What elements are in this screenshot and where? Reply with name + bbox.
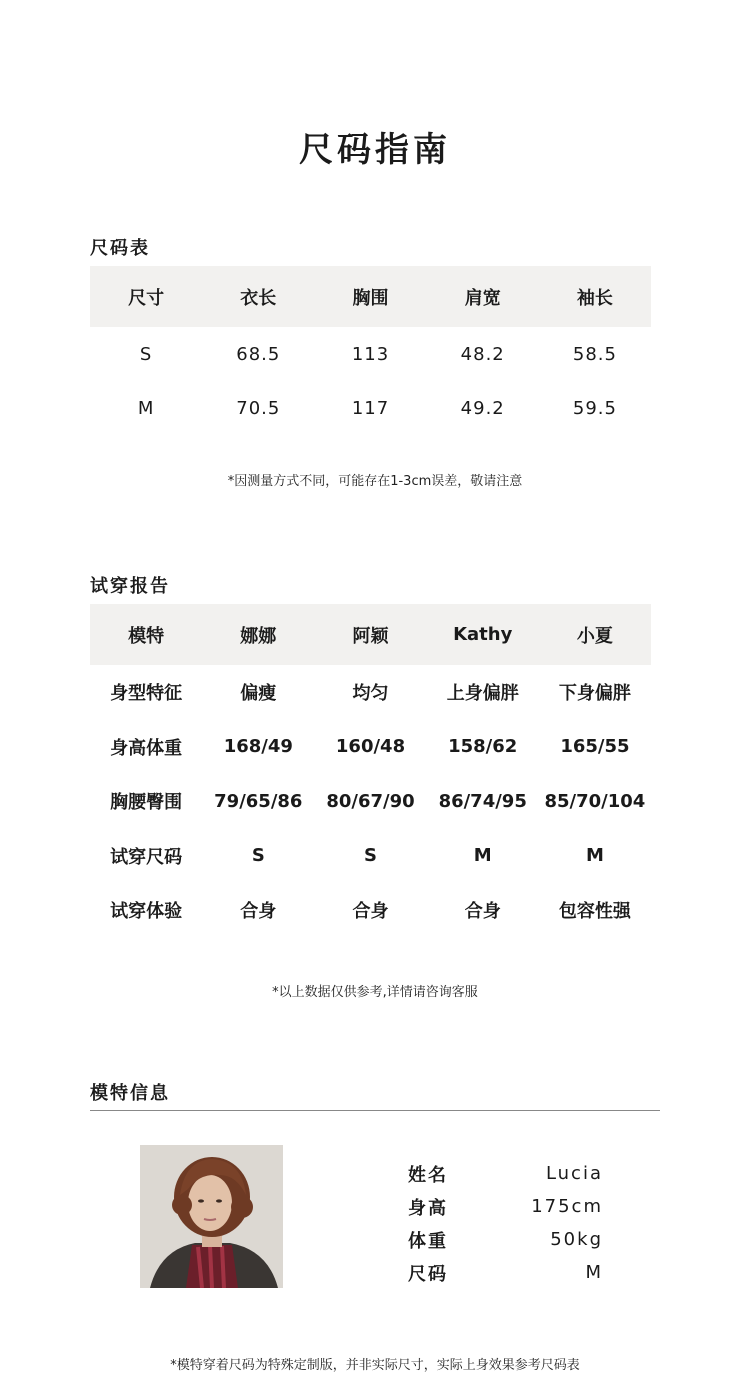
table-cell: 包容性强 (558, 901, 631, 923)
table-row (90, 883, 651, 938)
table-row (90, 774, 651, 829)
table-cell: 168/49 (223, 736, 293, 758)
table-cell: 113 (351, 343, 390, 365)
model-photo (140, 1145, 283, 1288)
table-cell: 59.5 (572, 397, 617, 419)
table-cell: 合身 (352, 901, 389, 923)
model-field-name (408, 1157, 603, 1190)
model-field-height (408, 1190, 603, 1223)
table-cell: S (251, 845, 265, 867)
table-cell: S (139, 343, 153, 365)
table-cell: 合身 (464, 901, 501, 923)
table-cell: 试穿尺码 (110, 846, 183, 868)
table-cell: 85/70/104 (544, 790, 646, 812)
table-cell: 160/48 (335, 736, 406, 758)
header-cell: 胸围 (352, 287, 389, 309)
table-cell: M (137, 397, 155, 419)
header-cell: 模特 (128, 625, 165, 647)
field-label: 体重 (408, 1230, 448, 1252)
table-cell: 68.5 (236, 343, 281, 365)
fit-report-header-row (90, 604, 651, 665)
table-cell: 身高体重 (110, 737, 183, 759)
table-cell: 58.5 (572, 343, 617, 365)
model-info-title: 模特信息 (90, 1083, 170, 1104)
table-cell: 86/74/95 (438, 790, 527, 812)
table-cell: 48.2 (460, 343, 505, 365)
section-divider (90, 1110, 660, 1111)
table-row (90, 720, 651, 775)
fit-report-title: 试穿报告 (90, 576, 170, 597)
header-cell: Kathy (453, 624, 513, 645)
size-chart-note: *因测量方式不同，可能存在1-3cm误差，敬请注意 (227, 474, 523, 489)
table-row (90, 665, 651, 720)
table-cell: 试穿体验 (110, 901, 183, 923)
table-cell: S (364, 845, 377, 867)
table-row (90, 381, 651, 435)
size-chart-table (90, 266, 651, 435)
model-field-size (408, 1256, 603, 1289)
table-cell: 79/65/86 (214, 790, 303, 812)
header-cell: 肩宽 (464, 287, 501, 309)
header-cell: 小夏 (576, 625, 613, 647)
table-row (90, 829, 651, 884)
header-cell: 娜娜 (240, 625, 277, 647)
header-cell: 衣长 (240, 287, 277, 309)
field-value: 175cm (531, 1196, 603, 1217)
table-cell: 158/62 (448, 736, 518, 758)
fit-report-note: *以上数据仅供参考,详情请咨询客服 (272, 985, 478, 1000)
table-cell: 身型特征 (110, 683, 183, 705)
model-info-note: *模特穿着尺码为特殊定制版，并非实际尺寸，实际上身效果参考尺码表 (170, 1358, 580, 1373)
table-cell: 合身 (240, 901, 277, 923)
field-value: Lucia (545, 1163, 603, 1184)
model-field-weight (408, 1223, 603, 1256)
header-cell: 尺寸 (128, 287, 165, 309)
fit-report-table (90, 604, 651, 938)
table-cell: M (473, 845, 492, 867)
table-cell: 均匀 (352, 683, 389, 705)
table-cell: 80/67/90 (326, 790, 415, 812)
field-label: 姓名 (408, 1164, 448, 1186)
table-cell: 117 (351, 397, 390, 419)
field-value: M (585, 1262, 603, 1283)
field-label: 身高 (408, 1197, 448, 1219)
table-cell: M (585, 845, 604, 867)
table-cell: 49.2 (460, 397, 505, 419)
table-cell: 70.5 (236, 397, 281, 419)
table-cell: 下身偏胖 (558, 683, 631, 705)
table-cell: 胸腰臀围 (110, 792, 183, 814)
header-cell: 阿颖 (352, 625, 389, 647)
size-chart-header-row (90, 266, 651, 327)
header-cell: 袖长 (576, 287, 613, 309)
field-value: 50kg (550, 1229, 603, 1250)
table-cell: 偏瘦 (240, 683, 277, 705)
field-label: 尺码 (408, 1263, 448, 1285)
size-chart-title: 尺码表 (90, 238, 150, 259)
table-cell: 165/55 (560, 736, 630, 758)
table-row (90, 327, 651, 381)
table-cell: 上身偏胖 (446, 683, 519, 705)
page-title: 尺码指南 (299, 130, 451, 170)
